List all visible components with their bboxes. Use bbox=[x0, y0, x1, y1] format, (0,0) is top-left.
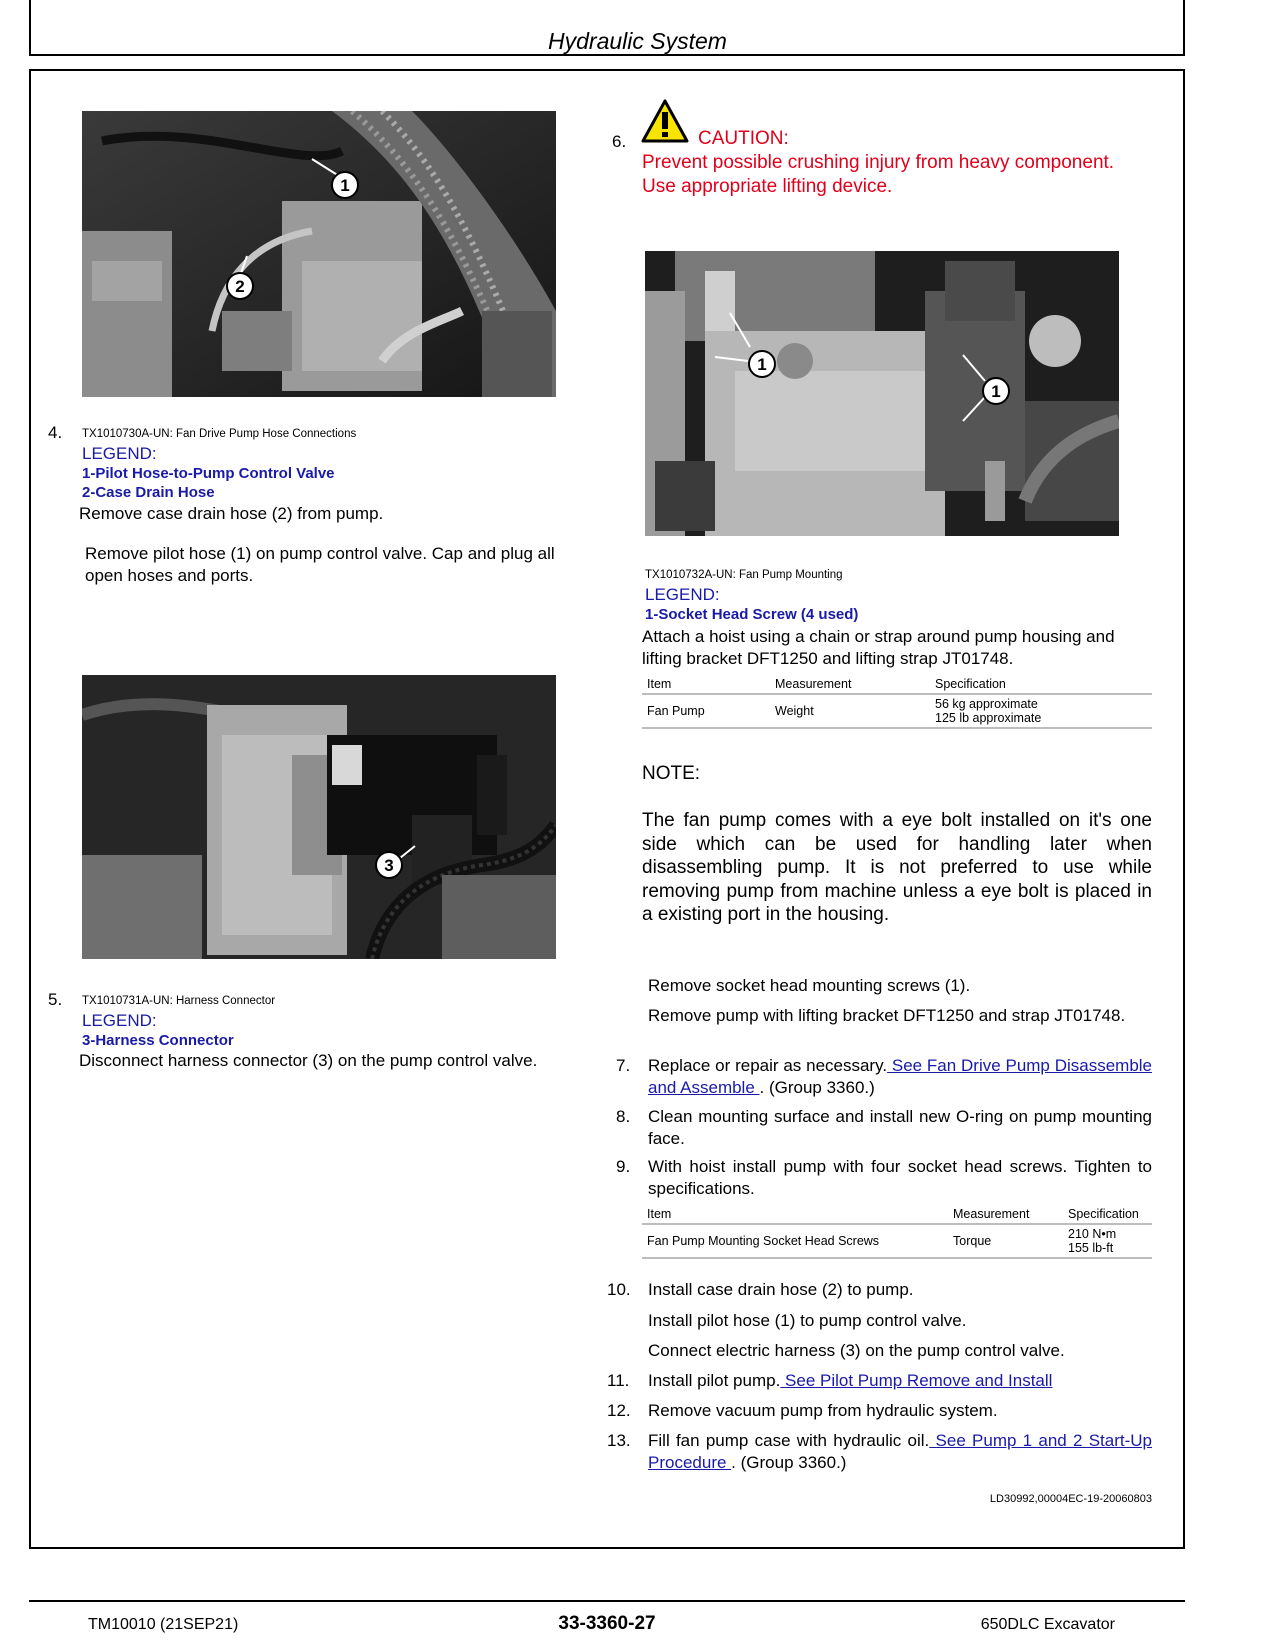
photo-fan-drive-pump-hoses bbox=[82, 111, 556, 397]
step-9-number: 9. bbox=[616, 1157, 631, 1176]
note-text: The fan pump comes with a eye bolt installed on it's one side which can be used for handling later when disassembling pump. It is not preferred to use while removing pump from machine unless a eye bolt is placed in a existing port in the housing. bbox=[642, 810, 1152, 925]
step-9-text: With hoist install pump with four socket head screws. Tighten to specifications. bbox=[648, 1157, 1152, 1198]
table-cell: Weight bbox=[770, 694, 930, 728]
page-number: 33-3360-27 bbox=[558, 1613, 656, 1634]
step-13-number: 13. bbox=[607, 1431, 631, 1450]
document-id: LD30992,00004EC-19-20060803 bbox=[989, 1493, 1152, 1505]
link-fan-drive-pump-disassemble[interactable]: See Fan Drive Pump Disassemble and Assemble bbox=[648, 1056, 1152, 1097]
step-13-suffix: . (Group 3360.) bbox=[731, 1453, 847, 1472]
note-heading: NOTE: bbox=[642, 763, 701, 784]
step-11-number: 11. bbox=[607, 1371, 630, 1390]
table-header: Item bbox=[642, 675, 770, 694]
table-row bbox=[642, 694, 1152, 728]
table-cell bbox=[1063, 1224, 1152, 1258]
step-10-text-2: Install pilot hose (1) to pump control valve. bbox=[648, 1311, 967, 1330]
photo-harness-connector bbox=[82, 675, 556, 959]
footer-rule bbox=[29, 1600, 1185, 1602]
legend-item: 3-Harness Connector bbox=[82, 1032, 234, 1049]
step-7-number: 7. bbox=[616, 1056, 631, 1075]
step-6-number: 6. bbox=[612, 132, 627, 151]
table-header: Measurement bbox=[948, 1205, 1063, 1224]
step-5-text-1: Disconnect harness connector (3) on the pump control valve. bbox=[79, 1051, 538, 1070]
table-cell: Fan Pump Mounting Socket Head Screws bbox=[642, 1224, 948, 1258]
step-13-text bbox=[648, 1430, 1152, 1474]
caution-text: Use appropriate lifting device. bbox=[642, 176, 893, 197]
table-cell: Torque bbox=[948, 1224, 1063, 1258]
spec-metric: 210 N•m bbox=[1068, 1227, 1117, 1241]
table-cell: Fan Pump bbox=[642, 694, 770, 728]
step-4-text-1: Remove case drain hose (2) from pump. bbox=[79, 504, 384, 523]
table-row bbox=[642, 1224, 1152, 1258]
callout-3: 3 bbox=[384, 856, 394, 875]
caution-text: Prevent possible crushing injury from heavy component. bbox=[642, 152, 1115, 173]
callout-2: 2 bbox=[235, 277, 245, 296]
legend-item: 1-Socket Head Screw (4 used) bbox=[645, 606, 859, 623]
link-pilot-pump-remove-install[interactable]: See Pilot Pump Remove and Install bbox=[780, 1371, 1053, 1390]
spec-table-torque bbox=[642, 1205, 1152, 1259]
table-cell bbox=[930, 694, 1152, 728]
step-8-number: 8. bbox=[616, 1107, 631, 1126]
step-4-text-2: Remove pilot hose (1) on pump control valve. Cap and plug all open hoses and ports. bbox=[85, 544, 555, 585]
legend-heading: LEGEND: bbox=[645, 585, 720, 604]
step-7-text bbox=[648, 1055, 1152, 1099]
step-7-text-main: Replace or repair as necessary. bbox=[648, 1056, 888, 1075]
footer-machine-model: 650DLC Excavator bbox=[980, 1616, 1115, 1633]
step-13-text-main: Fill fan pump case with hydraulic oil. bbox=[648, 1431, 930, 1450]
legend-item: 2-Case Drain Hose bbox=[82, 484, 215, 501]
caution-label: CAUTION: bbox=[698, 128, 789, 149]
step-10-number: 10. bbox=[607, 1280, 631, 1299]
table-header: Specification bbox=[1063, 1205, 1152, 1224]
figure-caption: TX1010732A-UN: Fan Pump Mounting bbox=[645, 569, 843, 581]
section-title: Hydraulic System bbox=[548, 28, 727, 54]
step-12-number: 12. bbox=[607, 1401, 631, 1420]
spec-table-weight bbox=[642, 675, 1152, 729]
table-header: Specification bbox=[930, 675, 1152, 694]
spec-metric: 56 kg approximate bbox=[935, 697, 1038, 711]
step-10-text-1: Install case drain hose (2) to pump. bbox=[648, 1280, 914, 1299]
step-11-text-main: Install pilot pump. bbox=[648, 1371, 781, 1390]
step-8-text: Clean mounting surface and install new O-ring on pump mounting face. bbox=[648, 1107, 1152, 1148]
step-7-suffix: . (Group 3360.) bbox=[759, 1078, 875, 1097]
spec-imperial: 155 lb-ft bbox=[1068, 1241, 1114, 1255]
step-10-text-3: Connect electric harness (3) on the pump control valve. bbox=[648, 1341, 1065, 1360]
step-12-text: Remove vacuum pump from hydraulic system. bbox=[648, 1401, 998, 1420]
figure-caption: TX1010730A-UN: Fan Drive Pump Hose Connections bbox=[82, 428, 357, 440]
step-6-text-3: Remove pump with lifting bracket DFT1250 and strap JT01748. bbox=[648, 1006, 1126, 1025]
callout-1: 1 bbox=[757, 355, 767, 374]
step-5-number: 5. bbox=[48, 990, 63, 1009]
step-6-text-1: Attach a hoist using a chain or strap around pump housing and lifting bracket DFT1250 and lifting strap JT01748. bbox=[642, 627, 1115, 668]
figure-caption: TX1010731A-UN: Harness Connector bbox=[82, 995, 276, 1007]
callout-1: 1 bbox=[340, 176, 350, 195]
table-header: Item bbox=[642, 1205, 948, 1224]
step-4-number: 4. bbox=[48, 423, 63, 442]
photo-fan-pump-mounting bbox=[645, 251, 1119, 536]
spec-imperial: 125 lb approximate bbox=[935, 711, 1042, 725]
legend-heading: LEGEND: bbox=[82, 444, 157, 463]
warning-icon bbox=[640, 98, 690, 144]
link-pump-start-up-procedure[interactable]: See Pump 1 and 2 Start-Up Procedure bbox=[648, 1431, 1153, 1472]
legend-item: 1-Pilot Hose-to-Pump Control Valve bbox=[82, 465, 335, 482]
legend-heading: LEGEND: bbox=[82, 1011, 157, 1030]
step-11-text bbox=[648, 1370, 1052, 1392]
callout-1: 1 bbox=[991, 382, 1001, 401]
footer-manual-id: TM10010 (21SEP21) bbox=[88, 1616, 239, 1633]
step-6-text-2: Remove socket head mounting screws (1). bbox=[648, 976, 971, 995]
table-header: Measurement bbox=[770, 675, 930, 694]
